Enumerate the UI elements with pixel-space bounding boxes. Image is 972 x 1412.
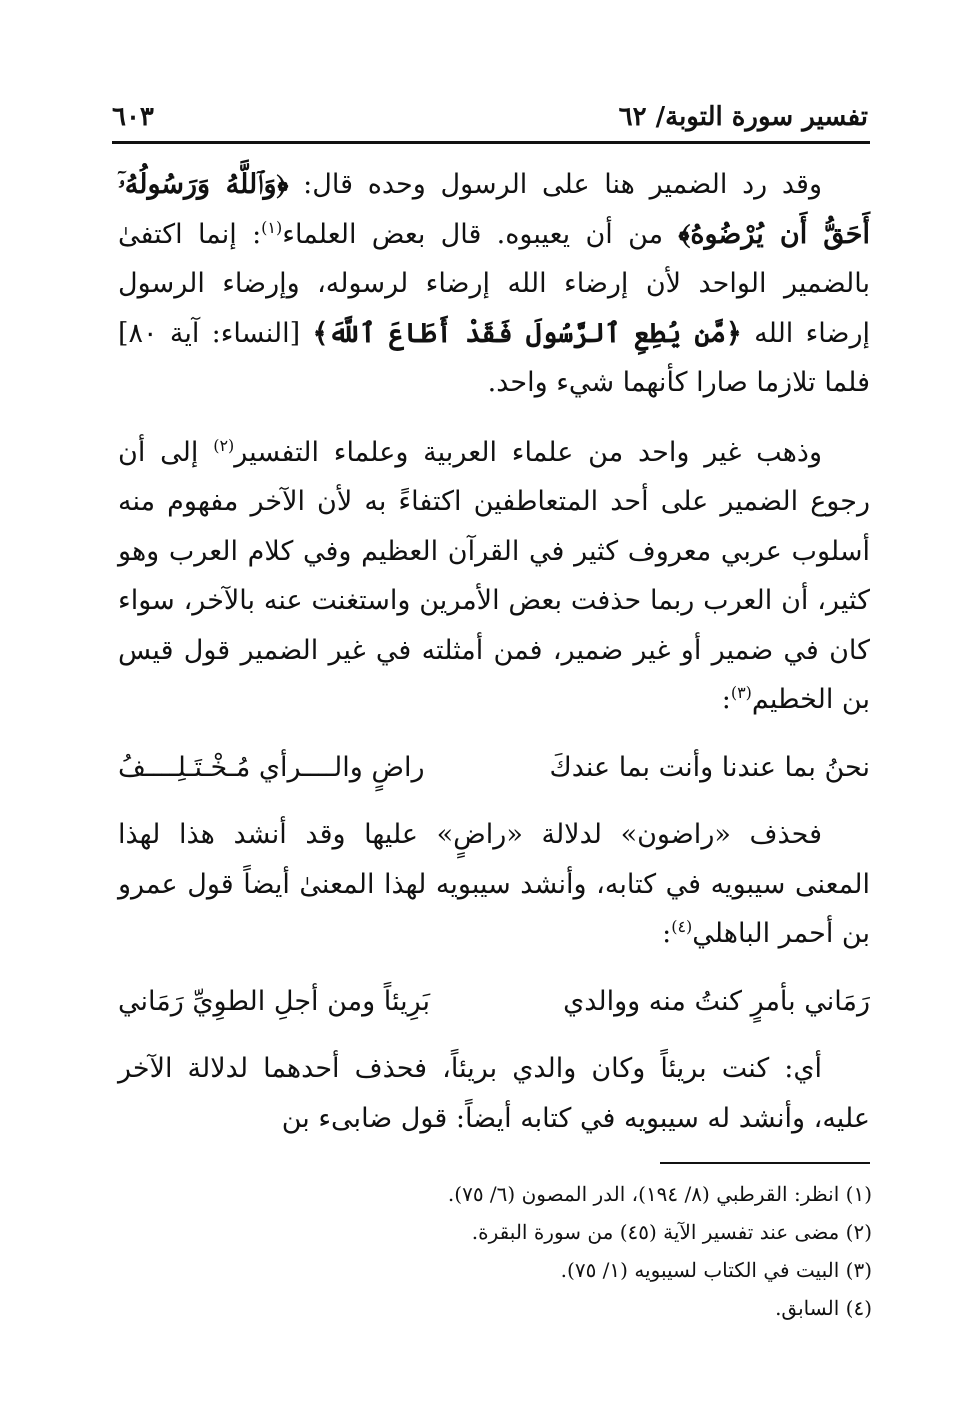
footnotes [300, 1175, 872, 1327]
text-run: : إنما اكتفىٰ بالضمير الواحد لأن إرضاء الله إرضاء لرسوله، وإرضاء الرسول إرضاء الله [118, 218, 870, 349]
paragraph-1 [118, 160, 870, 408]
footnote-ref: (٤) [671, 917, 693, 936]
paragraph-4: أي: كنت بريئاً وكان والدي بريئاً، فحذف أحدهما لدلالة الآخر عليه، وأنشد له سيبويه في كتابه أيضاً: قول ضابىء بن [118, 1053, 870, 1134]
footnote-ref: (٣) [730, 683, 752, 702]
footnote-ref: (٢) [213, 435, 235, 455]
text-run: إلى أن رجوع الضمير على أحد المتعاطفين اكتفاءً به لأن الآخر مفهوم منه أسلوب عربي معروف كثير في القرآن العظيم وفي كلام العرب وهو كثير، أن العرب ربما حذفت بعض الأمرين واستغنت عنه بالآخر، سواء كان في ضمير أو غير ضمير، فمن أمثلته في غير الضمير قول قيس بن الخطيم [118, 436, 870, 715]
text-run: : [721, 684, 731, 715]
text-run: فحذف «راضون» لدلالة «راضٍ» عليها وقد أنشد هذا لهذا المعنى سيبويه في كتابه، وأنشد سيبويه لهذا المعنىٰ أيضاً قول عمرو بن أحمر الباهلي [118, 819, 870, 949]
footnote-3: (٣) البيت في الكتاب لسيبويه (١/ ٧٥). [560, 1258, 872, 1282]
footnote-4: (٤) السابق. [775, 1296, 872, 1320]
page-header [112, 90, 868, 132]
poem-hemistich-right: نحنُ بما عندنا وأنت بما عندكَ [549, 751, 870, 783]
text-run: : [662, 918, 672, 949]
header-rule [112, 141, 870, 144]
footnote-ref: (١) [261, 217, 283, 237]
running-title: تفسير سورة التوبة/ ٦٢ [618, 102, 868, 132]
poem-verse-1 [118, 743, 870, 793]
footnote-separator [660, 1162, 870, 1164]
quran-verse: ﴿مَّن يُطِعِ ٱلرَّسُولَ فَقَدْ أَطَاعَ ٱللَّهَ﴾ [312, 317, 742, 349]
poem-hemistich-right: رَمَاني بأمرٍ كنتُ منه ووالدي [563, 985, 870, 1017]
paragraph-2 [118, 428, 870, 725]
quran-verse: ﴿وَٱللَّهُ وَرَسُولُهُۥٓ أَحَقُّ أَن يُرْضُوهُ﴾ [118, 169, 870, 250]
text-run: [النساء: آية ٨٠] فلما تلازما صارا كأنهما شيء واحد. [118, 317, 870, 398]
text-run: من أن يعيبوه. قال بعض العلماء [282, 218, 679, 250]
text-run: وذهب غير واحد من علماء العربية وعلماء التفسير [234, 436, 822, 468]
footnote-2: (٢) مضى عند تفسير الآية (٤٥) من سورة البقرة. [471, 1220, 872, 1244]
poem-verse-2 [118, 977, 870, 1027]
poem-hemistich-left: راضٍ والــــرأي مُـخْـتَـلِــــفُ [118, 751, 425, 783]
page-number: ٦٠٣ [112, 102, 154, 132]
poem-hemistich-left: بَرِيئاً ومن أجلِ الطوِيِّ رَمَاني [118, 985, 431, 1017]
footnote-1: (١) انظر: القرطبي (٨/ ١٩٤)، الدر المصون (٦/ ٧٥). [447, 1182, 872, 1206]
text-run: وقد رد الضمير هنا على الرسول وحده قال: [288, 169, 822, 200]
paragraph-3 [118, 810, 870, 959]
main-text [118, 160, 870, 1143]
